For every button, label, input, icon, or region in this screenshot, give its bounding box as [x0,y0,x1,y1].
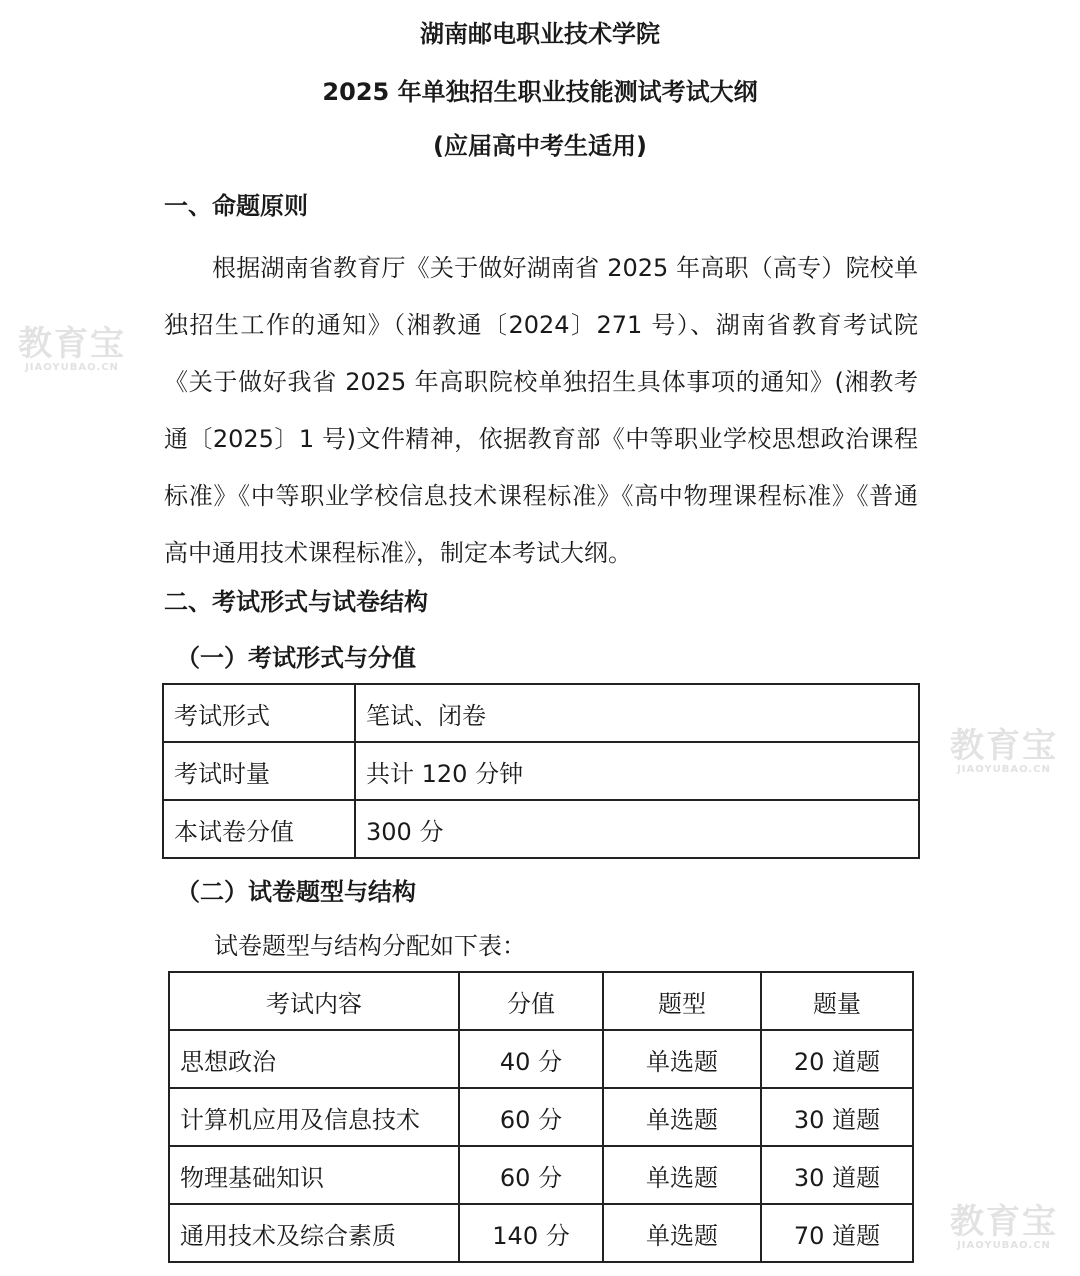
watermark-text: 教育宝 [18,324,126,364]
watermark-logo [18,326,126,374]
table-cell: 单选题 [603,1088,761,1146]
table-header-cell: 题量 [761,972,913,1030]
table-cell-label: 考试时量 [163,742,355,800]
table-cell: 70 道题 [761,1204,913,1262]
table-row [169,1030,913,1088]
table-cell-label: 考试形式 [163,684,355,742]
table-cell: 20 道题 [761,1030,913,1088]
table-cell: 30 道题 [761,1088,913,1146]
subsection-form-heading: （一）考试形式与分值 [176,644,416,672]
section1-paragraph: 根据湖南省教育厅《关于做好湖南省 2025 年高职（高专）院校单独招生工作的通知》（湘教通〔2024〕271 号）、湖南省教育考试院《关于做好我省 2025 年高职院校单独招生具体事项的通知》(湘教考通〔2025〕1 号)文件精神，依据教育部《中等职业学校思想政治课程标准》《中等职业学校信息技术课程标准》《高中物理课程标准》《普通高中通用技术课程标准》，制定本考试大纲。 [164,254,918,567]
table-header-cell: 考试内容 [169,972,459,1030]
table-row [169,1088,913,1146]
table-row [163,800,919,858]
table-row [163,742,919,800]
document-title: 2025 年单独招生职业技能测试考试大纲 [322,78,758,106]
exam-structure-table [168,971,914,1263]
exam-form-table [162,683,920,859]
table-cell: 140 分 [459,1204,603,1262]
table-row [169,1204,913,1262]
table-cell-value: 共计 120 分钟 [355,742,919,800]
watermark-domain: JIAOYUBAO.CN [957,764,1051,775]
table-header-cell: 题型 [603,972,761,1030]
watermark-domain: JIAOYUBAO.CN [25,362,119,373]
table-cell-value: 300 分 [355,800,919,858]
watermark-text: 教育宝 [950,1202,1058,1242]
table-cell: 通用技术及综合素质 [169,1204,459,1262]
school-name: 湖南邮电职业技术学院 [420,20,660,48]
watermark-logo [950,1204,1058,1252]
table-cell: 40 分 [459,1030,603,1088]
document-subtitle: (应届高中考生适用) [433,132,647,160]
watermark-logo [950,728,1058,776]
watermark-text: 教育宝 [950,726,1058,766]
table-row [169,1146,913,1204]
table-header-row [169,972,913,1030]
table-cell: 单选题 [603,1146,761,1204]
table-cell: 30 道题 [761,1146,913,1204]
section2-heading: 二、考试形式与试卷结构 [164,588,428,616]
table-cell: 单选题 [603,1030,761,1088]
structure-intro: 试卷题型与结构分配如下表： [214,932,526,960]
section1-heading: 一、命题原则 [164,192,308,220]
table-cell-label: 本试卷分值 [163,800,355,858]
table-cell: 物理基础知识 [169,1146,459,1204]
table-cell: 60 分 [459,1146,603,1204]
table-header-cell: 分值 [459,972,603,1030]
table-cell: 计算机应用及信息技术 [169,1088,459,1146]
table-row [163,684,919,742]
table-cell-value: 笔试、闭卷 [355,684,919,742]
table-cell: 思想政治 [169,1030,459,1088]
subsection-structure-heading: （二）试卷题型与结构 [176,878,416,906]
table-cell: 单选题 [603,1204,761,1262]
table-cell: 60 分 [459,1088,603,1146]
watermark-domain: JIAOYUBAO.CN [957,1240,1051,1251]
